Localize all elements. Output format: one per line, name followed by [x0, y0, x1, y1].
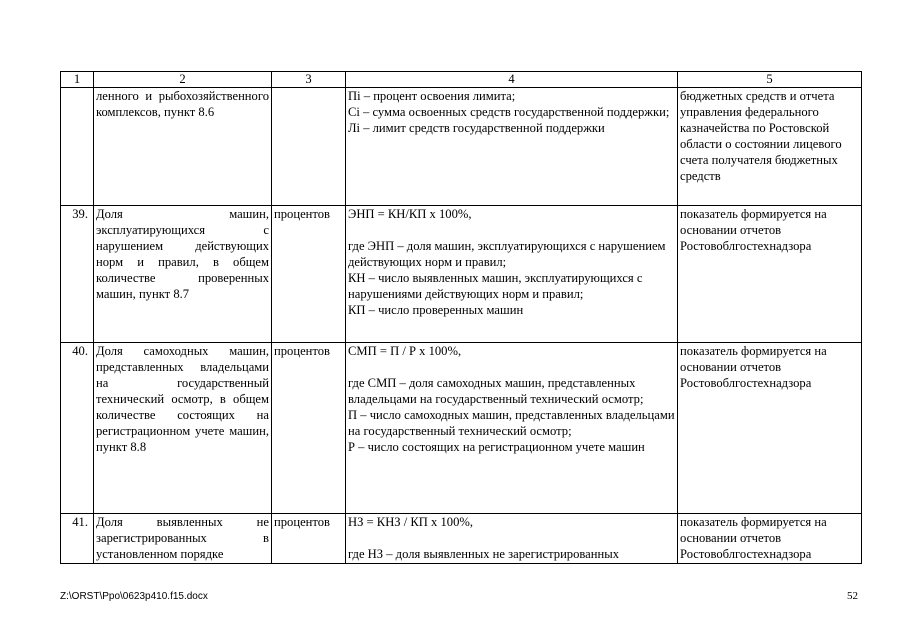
row-number: 39. [61, 206, 94, 343]
cell-text: Доля машин, эксплуатирующихся с нарушением действующих норм и правил, в общем количестве проверенных машин, пункт 8.7 [96, 207, 269, 301]
cell-text: показатель формируется на основании отчетов Ростовоблгостехнадзора [680, 515, 827, 561]
page-number: 52 [847, 590, 858, 602]
cell-text: КН – число выявленных машин, эксплуатирующихся с нарушениями действующих норм и правил; [348, 271, 643, 301]
data-source [678, 343, 862, 514]
indicator-name [94, 514, 272, 564]
table-row [61, 206, 862, 343]
cell-text: где ЭНП – доля машин, эксплуатирующихся с нарушением действующих норм и правил; [348, 239, 666, 269]
cell-text: Лі – лимит средств государственной поддержки [348, 121, 605, 135]
cell-text: Доля самоходных машин, представленных владельцами на государственный технический осмотр, в общем количестве состоящих на регистрационном учете машин, пункт 8.8 [96, 344, 269, 454]
cell-text: ЭНП = КН/КП х 100%, [348, 207, 472, 221]
table-row [61, 343, 862, 514]
data-source [678, 206, 862, 343]
indicator-name [94, 88, 272, 206]
cell-text: показатель формируется на основании отчетов Ростовоблгостехнадзора [680, 344, 827, 390]
table-row [61, 88, 862, 206]
cell-text: Сі – сумма освоенных средств государственной поддержки; [348, 105, 670, 119]
unit-of-measure: процентов [272, 514, 346, 564]
data-source [678, 88, 862, 206]
table-body [61, 88, 862, 564]
footer-file-path: Z:\ORST\Ppo\0623p410.f15.docx [60, 591, 208, 602]
header-row [61, 72, 862, 88]
calculation-method [346, 343, 678, 514]
column-header: 2 [94, 72, 272, 88]
indicator-table [60, 71, 862, 564]
cell-text: Пі – процент освоения лимита; [348, 89, 516, 103]
row-number [61, 88, 94, 206]
cell-text: где НЗ – доля выявленных не зарегистрированных [348, 547, 620, 561]
calculation-method [346, 206, 678, 343]
cell-text: НЗ = КНЗ / КП х 100%, [348, 515, 474, 529]
unit-of-measure: процентов [272, 343, 346, 514]
cell-text: показатель формируется на основании отчетов Ростовоблгостехнадзора [680, 207, 827, 253]
unit-of-measure [272, 88, 346, 206]
cell-text: где СМП – доля самоходных машин, представленных владельцами на государственный технический осмотр; [348, 376, 644, 406]
column-header: 3 [272, 72, 346, 88]
calculation-method [346, 514, 678, 564]
blank-line [348, 359, 675, 375]
indicator-name [94, 206, 272, 343]
table-row [61, 514, 862, 564]
cell-text: СМП = П / Р х 100%, [348, 344, 462, 358]
calculation-method [346, 88, 678, 206]
column-header: 1 [61, 72, 94, 88]
cell-text: бюджетных средств и отчета управления федерального казначейства по Ростовской области о состоянии лицевого счета получателя бюджетных средств [680, 89, 842, 183]
cell-text: ленного и рыбохозяйственного комплексов, пункт 8.6 [96, 89, 269, 119]
cell-text: КП – число проверенных машин [348, 303, 524, 317]
blank-line [348, 222, 675, 238]
data-source [678, 514, 862, 564]
indicator-name [94, 343, 272, 514]
cell-text: Р – число состоящих на регистрационном учете машин [348, 440, 645, 454]
row-number: 41. [61, 514, 94, 564]
blank-line [348, 530, 675, 546]
unit-of-measure: процентов [272, 206, 346, 343]
row-number: 40. [61, 343, 94, 514]
column-header: 4 [346, 72, 678, 88]
column-header: 5 [678, 72, 862, 88]
cell-text: П – число самоходных машин, представленных владельцами на государственный технический осмотр; [348, 408, 675, 438]
cell-text: Доля выявленных не зарегистрированных в установленном порядке [96, 515, 269, 561]
